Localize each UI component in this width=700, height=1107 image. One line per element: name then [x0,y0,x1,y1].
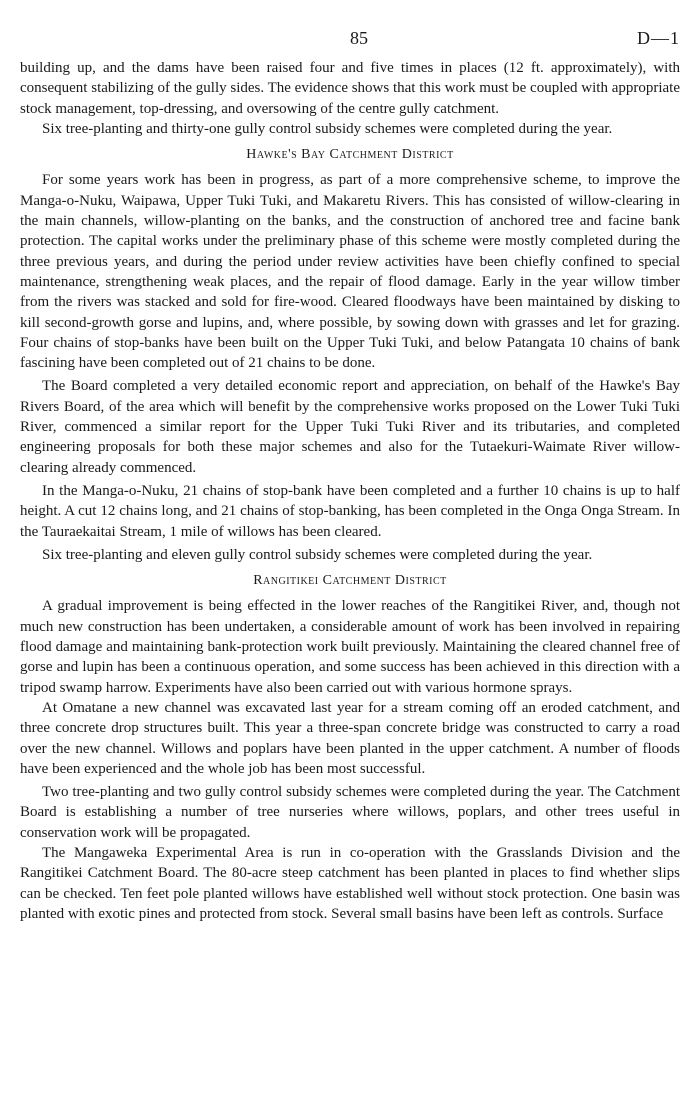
hawkes-bay-paragraph: For some years work has been in progress, as part of a more comprehensive scheme, to improve the Manga-o-Nuku, Waipawa, Upper Tuki Tuki, and Makaretu Rivers. This has consisted of willow-clearing in the main channels, willow-planting on the banks, and the construction of anchored tree and facine bank protection. The capital works under the preliminary phase of this scheme were mostly completed during the three previous years, and during the period under review activities have been chiefly confined to special maintenance, strengthening weak places, and the repair of flood damage. Early in the year willow timber from the rivers was stacked and sold for fire-wood. Cleared floodways have been maintained by disking to kill second-growth gorse and lupins, and, where possible, by sowing down with grasses and let for grazing. Four chains of stop-banks have been built on the Upper Tuki Tuki, and below Patangata 10 chains of bank fascining have been completed out of 21 chains to be done. [20,172,680,372]
hawkes-bay-paragraph: In the Manga-o-Nuku, 21 chains of stop-bank have been completed and a further 10 chains is up to half height. A cut 12 chains long, and 21 chains of stop-banking, has been completed in the Onga Onga Stream. In the Tauraekaitai Stream, 1 mile of willows has been cleared. [20,482,680,540]
section-heading-hawkes-bay: Hawke's Bay Catchment District [246,147,454,163]
rangitikei-paragraph: A gradual improvement is being effected in the lower reaches of the Rangitikei River, and, though not much new construction has been undertaken, a considerable amount of work has been involved in repairing flood damage and maintaining bank-protection work built previously. Maintaining the cleared channel free of gorse and lupin has been a continuous operation, and some success has been achieved in this direction with a tripod swamp harrow. Experiments have also been carried out with various hormone sprays. [20,598,680,696]
page-header [20,28,680,58]
rangitikei-paragraph: At Omatane a new channel was excavated last year for a stream coming off an eroded catchment, and three concrete drop structures built. This year a three-span concrete bridge was constructed to carry a road over the new channel. Willows and poplars have been planted in the upper catchment. A number of floods have been experienced and the whole job has been most successful. [20,699,680,777]
hawkes-bay-paragraph: The Board completed a very detailed economic report and appreciation, on behalf of the Hawke's Bay Rivers Board, of the area which will benefit by the comprehensive works proposed on the Lower Tuki Tuki River, commenced a similar report for the Upper Tuki Tuki River and its tributaries, and completed engineering proposals for both these major schemes and also for the Tutaekuri-Waimate River willow-clearing already commenced. [20,378,680,476]
document-reference: D—1 [637,28,680,48]
continuation-summary: Six tree-planting and thirty-one gully control subsidy schemes were completed during the year. [42,120,613,137]
continuation-paragraph: building up, and the dams have been raised four and five times in places (12 ft. approximately), with consequent stabilizing of the gully sides. The evidence shows that this work must be coupled with appropriate stock management, top-dressing, and oversowing of the centre gully catchment. [20,60,680,117]
section-heading-rangitikei: Rangitikei Catchment District [253,573,447,589]
hawkes-bay-paragraph: Six tree-planting and eleven gully control subsidy schemes were completed during the year. [42,546,593,563]
document-page [20,28,680,924]
rangitikei-paragraph: Two tree-planting and two gully control subsidy schemes were completed during the year. The Catchment Board is establishing a number of tree nurseries where willows, poplars, and other trees useful in conservation work will be propagated. [20,784,680,841]
page-number: 85 [350,28,368,48]
rangitikei-paragraph: The Mangaweka Experimental Area is run in co-operation with the Grasslands Division and the Rangitikei Catchment Board. The 80-acre steep catchment has been planted in places to find whether slips can be checked. Ten feet pole planted willows have established well without stock protection. One basin was planted with exotic pines and protected from stock. Several small basins have been left as controls. Surface [20,844,680,922]
